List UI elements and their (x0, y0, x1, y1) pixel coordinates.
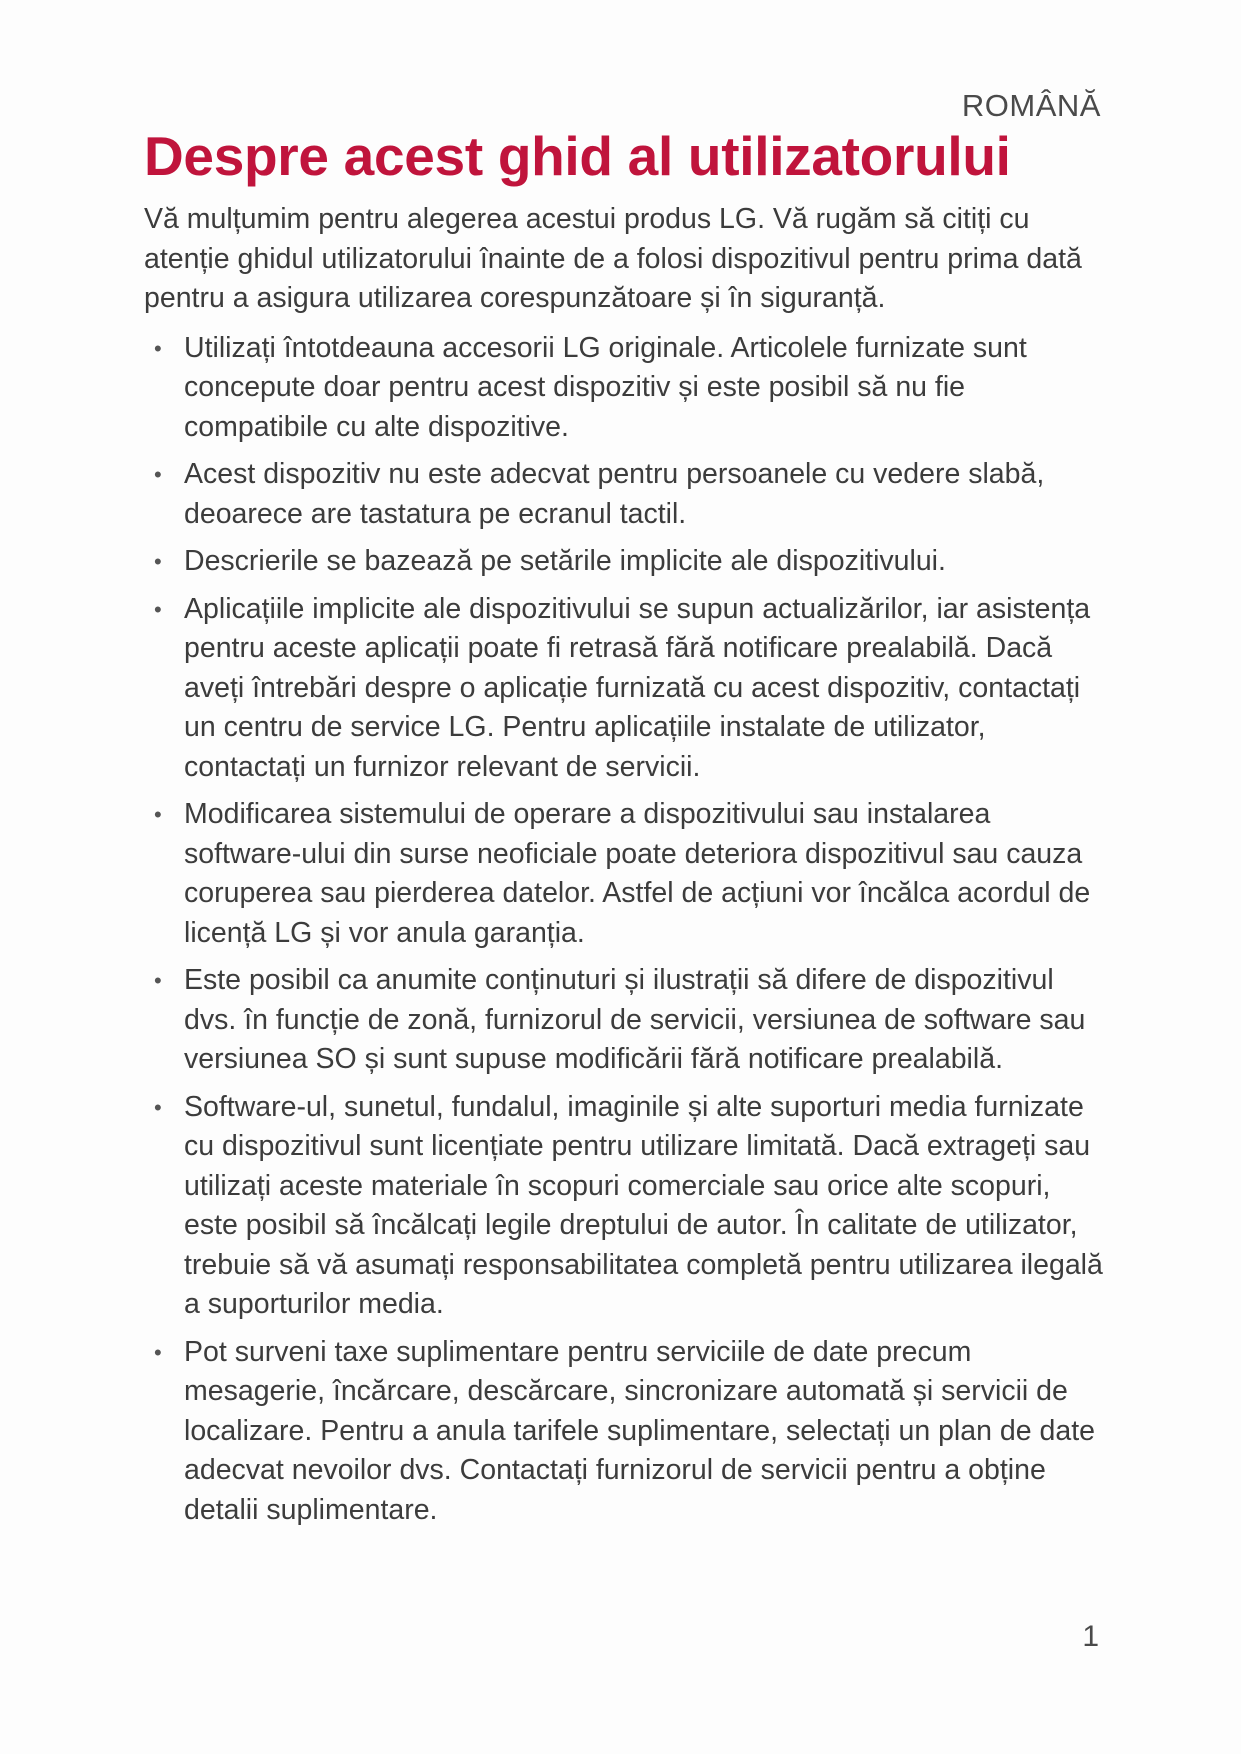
bullet-icon: • (154, 335, 162, 361)
list-item (144, 455, 1104, 534)
bullet-icon: • (154, 968, 162, 993)
page-title: Despre acest ghid al utilizatorului (144, 125, 1011, 187)
list-item-text: Descrierile se bazează pe setările implicite ale dispozitivului. (184, 545, 946, 577)
language-label: ROMÂNĂ (961, 88, 1101, 123)
list-item (144, 1333, 1104, 1531)
list-item (144, 329, 1104, 448)
list-item (144, 542, 1104, 582)
list-item-text: Software-ul, sunetul, fundalul, imaginile și alte suporturi media furnizate cu dispozitivul sunt licențiate pentru utilizare limitată. Dacă extrageți sau utilizați aceste materiale în scopuri comerciale sau orice alte scopuri, este posibil să încălcați legile dreptului de autor. În calitate de utilizator, trebuie să vă asumați responsabilitatea completă pentru utilizarea ilegală a suporturilor media. (184, 1090, 1103, 1320)
intro-paragraph: Vă mulțumim pentru alegerea acestui produs LG. Vă rugăm să citiți cu atenție ghidul utilizatorului înainte de a folosi dispozitivul pentru prima dată pentru a asigura utilizarea corespunzătoare și în siguranță. (144, 203, 1082, 314)
list-item-text: Acest dispozitiv nu este adecvat pentru persoanele cu vedere slabă, deoarece are tastatura pe ecranul tactil. (184, 458, 1045, 530)
list-item (144, 961, 1104, 1080)
bullet-icon: • (154, 549, 162, 574)
list-item-text: Utilizați întotdeauna accesorii LG originale. Articolele furnizate sunt concepute doar pentru acest dispozitiv și este posibil să nu fie compatibile cu alte dispozitive. (184, 331, 1027, 443)
list-item-text: Aplicațiile implicite ale dispozitivului se supun actualizărilor, iar asistența pentru aceste aplicații poate fi retrasă fără notificare prealabilă. Dacă aveți întrebări despre o aplicație furnizată cu acest dispozitiv, contactați un centru de service LG. Pentru aplicațiile instalate de utilizator, contactați un furnizor relevant de servicii. (184, 592, 1091, 783)
list-item (144, 590, 1104, 788)
list-item-text: Modificarea sistemului de operare a dispozitivului sau instalarea software-ului din surse neoficiale poate deteriora dispozitivul sau cauza coruperea sau pierderea datelor. Astfel de acțiuni vor încălca acordul de licență LG și vor anula garanția. (184, 798, 1091, 949)
list-item-text: Este posibil ca anumite conținuturi și ilustrații să difere de dispozitivul dvs. în funcție de zonă, furnizorul de servicii, versiunea de software sau versiunea SO și sunt supuse modificării fără notificare prealabilă. (184, 964, 1086, 1075)
list-item-text: Pot surveni taxe suplimentare pentru serviciile de date precum mesagerie, încărcare, descărcare, sincronizare automată și servicii de localizare. Pentru a anula tarifele suplimentare, selectați un plan de date adecvat nevoilor dvs. Contactați furnizorul de servicii pentru a obține detalii suplimentare. (184, 1335, 1095, 1526)
bullet-icon: • (154, 1339, 162, 1365)
bullet-icon: • (154, 1094, 162, 1120)
bullet-icon: • (154, 596, 162, 622)
main-content (144, 200, 1104, 1538)
list-item (144, 1088, 1104, 1325)
bullet-list (144, 329, 1104, 1531)
bullet-icon: • (154, 802, 162, 827)
page-number: 1 (1082, 1620, 1099, 1653)
bullet-icon: • (154, 462, 162, 487)
list-item (144, 795, 1104, 953)
